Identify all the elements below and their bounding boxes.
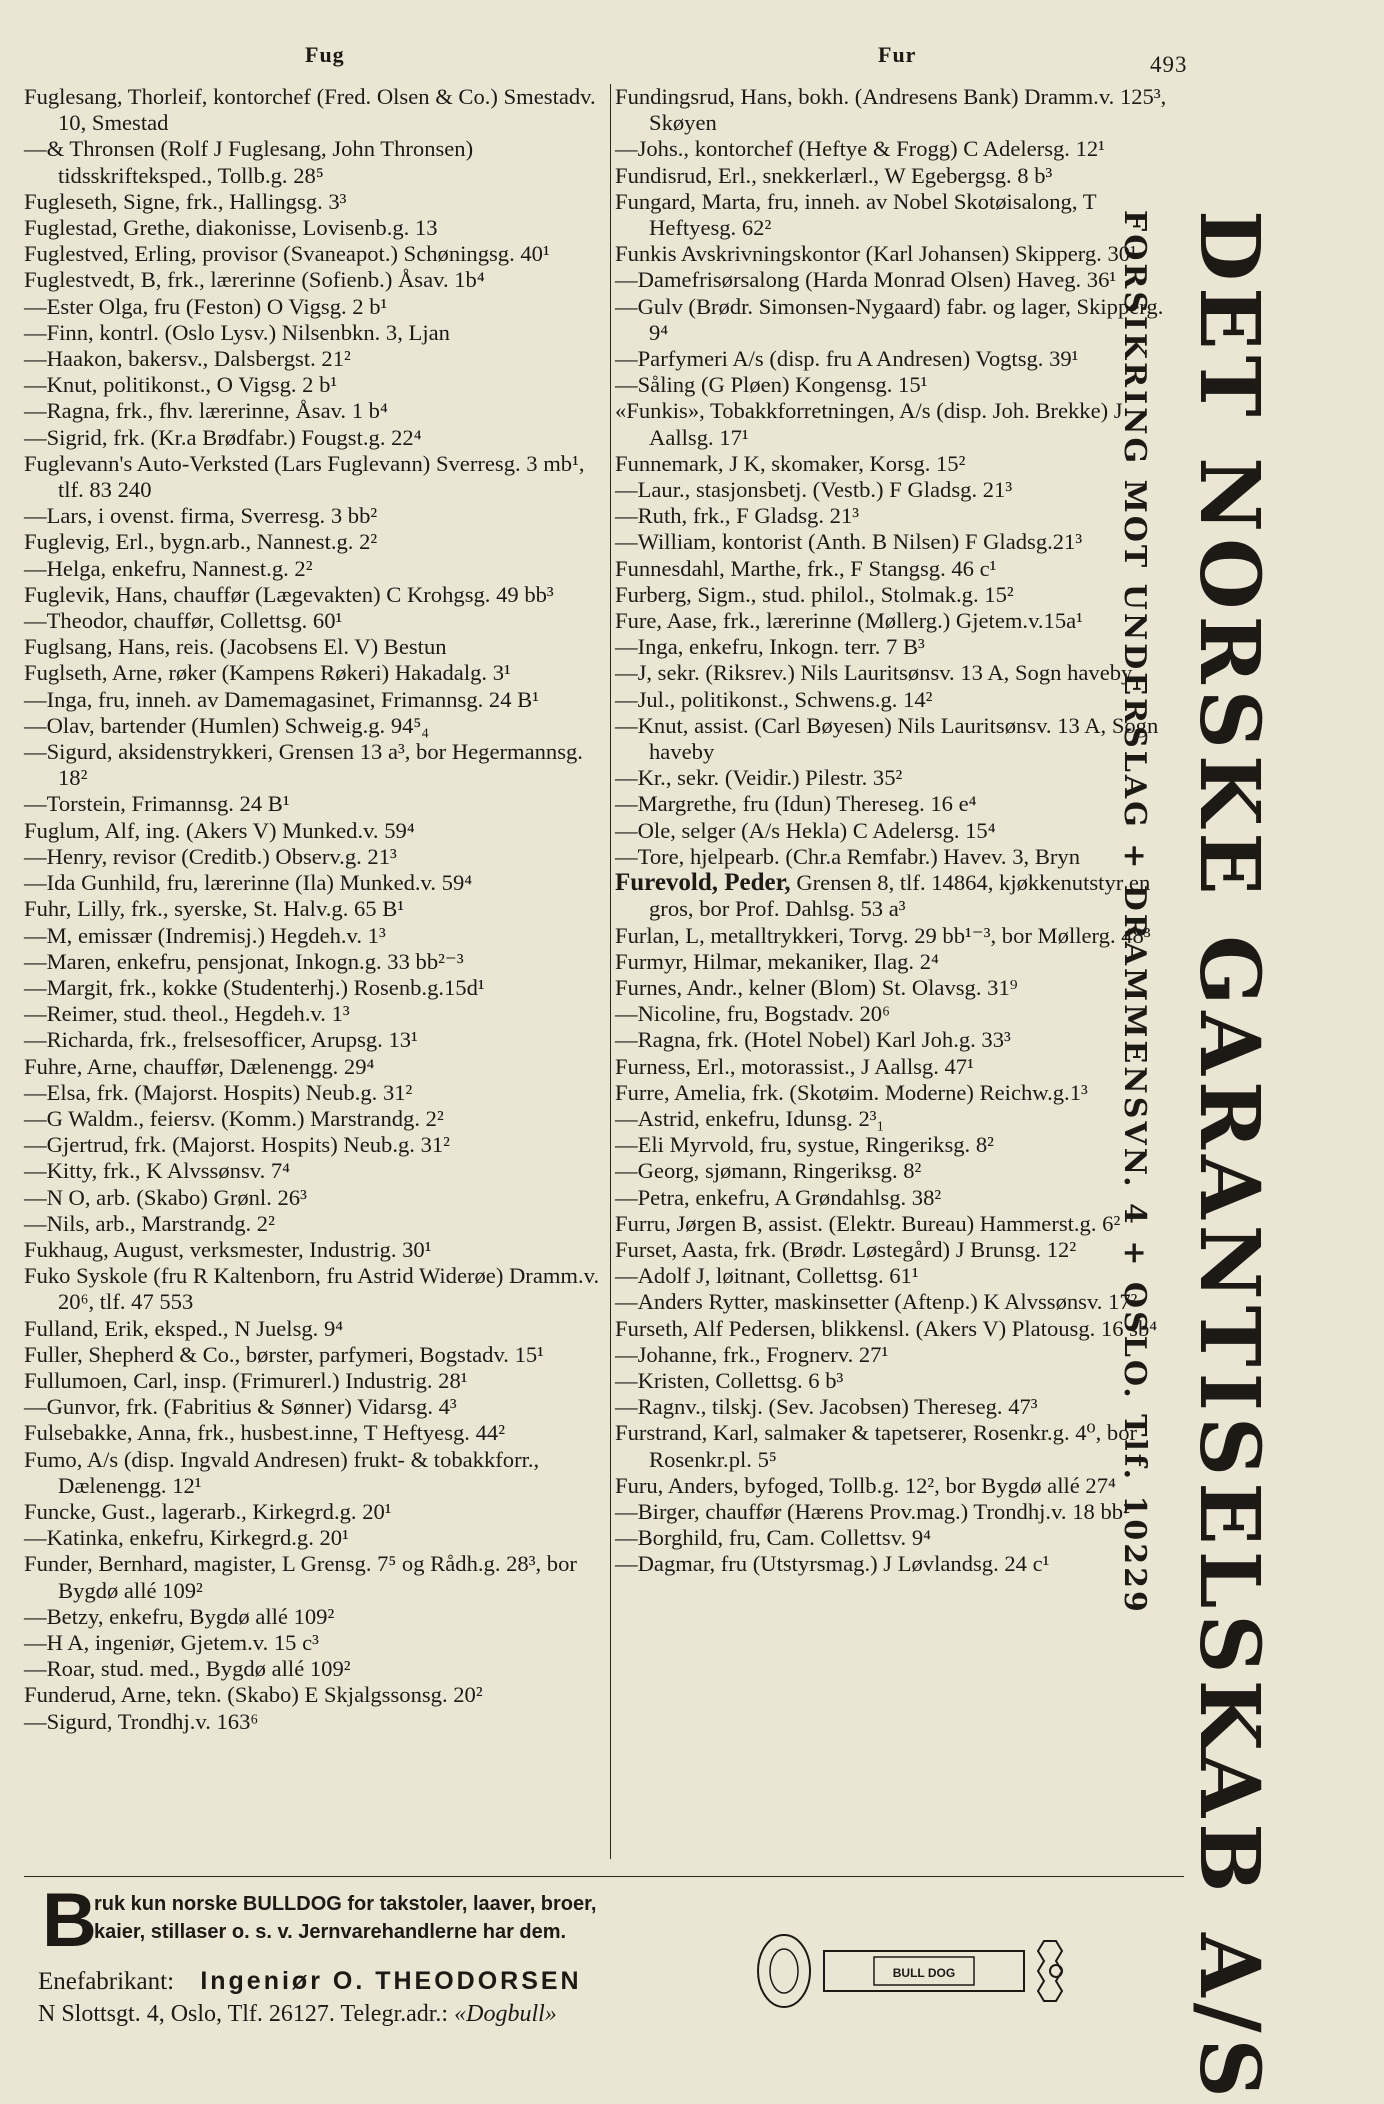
bottom-divider [24, 1876, 1184, 1877]
directory-entry: —Kitty, frk., K Alvssønsv. 7⁴ [24, 1158, 291, 1184]
directory-entry: —Knut, assist. (Carl Bøyesen) Nils Lauritsønsv. 13 A, Sogn haveby [615, 712, 1159, 765]
directory-entry: —Tore, hjelpearb. (Chr.a Remfabr.) Havev. 3, Bryn [615, 843, 1081, 869]
directory-entry: Funder, Bernhard, magister, L Grensg. 7⁵ og Rådh.g. 28³, bor Bygdø allé 109² [24, 1551, 577, 1603]
ad-line-1: ruk kun norske BULLDOG for takstoler, laaver, broer, [94, 1893, 597, 1915]
ad-line-3 [38, 1967, 582, 1996]
directory-entry: —Damefrisørsalong (Harda Monrad Olsen) Haveg. 36¹ [615, 267, 1117, 293]
directory-entry: Fure, Aase, frk., lærerinne (Møllerg.) Gjetem.v.15a¹ [615, 608, 1083, 634]
directory-entry: —Ida Gunhild, fru, lærerinne (Ila) Munked.v. 59⁴ [24, 870, 473, 896]
directory-entry: Fungard, Marta, fru, inneh. av Nobel Skotøisalong, T Heftyesg. 62² [615, 188, 1097, 241]
directory-entry: Furre, Amelia, frk. (Skotøim. Moderne) Reichw.g.1³ [615, 1079, 1088, 1105]
directory-entry: —Roar, stud. med., Bygdø allé 109² [24, 1656, 351, 1682]
directory-entry: —Knut, politikonst., O Vigsg. 2 b¹ [24, 372, 338, 398]
directory-entry: Fuglum, Alf, ing. (Akers V) Munked.v. 59⁴ [24, 817, 415, 843]
directory-entry: —Anders Rytter, maskinsetter (Aftenp.) K Alvssønsv. 17² [615, 1289, 1138, 1315]
directory-entry: —Henry, revisor (Creditb.) Observ.g. 21³ [24, 843, 397, 869]
ad-address: N Slottsgt. 4, Oslo, Tlf. 26127. Telegr.adr.: [38, 2001, 449, 2027]
side-advertisement [1094, 210, 1324, 2104]
directory-entry: Funderud, Arne, tekn. (Skabo) E Skjalgssonsg. 20² [24, 1682, 483, 1708]
directory-entry: Fuglestved, Erling, provisor (Svaneapot.) Schøningsg. 40¹ [24, 241, 550, 267]
directory-entry: —Richarda, frk., frelsesofficer, Arupsg. 13¹ [24, 1027, 418, 1053]
directory-entry: —Kristen, Collettsg. 6 b³ [615, 1367, 844, 1393]
directory-entry: —J, sekr. (Riksrev.) Nils Lauritsønsv. 13 A, Sogn haveby [615, 660, 1133, 686]
directory-entry: Fuglestad, Grethe, diakonisse, Lovisenb.g. 13 [24, 215, 438, 241]
directory-entry: Fuglevik, Hans, chauffør (Lægevakten) C Krohgsg. 49 bb³ [24, 581, 554, 607]
directory-entry: —Reimer, stud. theol., Hegdeh.v. 1³ [24, 1001, 350, 1027]
directory-entry: Fuglseth, Arne, røker (Kampens Røkeri) Hakadalg. 3¹ [24, 660, 511, 686]
directory-entry: Fugleseth, Signe, frk., Hallingsg. 3³ [24, 188, 347, 214]
directory-entry: —Inga, fru, inneh. av Damemagasinet, Frimannsg. 24 B¹ [24, 686, 540, 712]
directory-entry: —Borghild, fru, Cam. Collettsv. 9⁴ [615, 1525, 932, 1551]
directory-entry: Fundisrud, Erl., snekkerlærl., W Egebergsg. 8 b³ [615, 162, 1053, 188]
directory-entry: —Georg, sjømann, Ringeriksg. 8² [615, 1158, 922, 1184]
directory-entry: Fuhre, Arne, chauffør, Dælenengg. 29⁴ [24, 1053, 375, 1079]
directory-entry: Furlan, L, metalltrykkeri, Torvg. 29 bb¹⁻³, bor Møllerg. 48³ [615, 922, 1151, 948]
directory-entry: —Nicoline, fru, Bogstadv. 20⁶ [615, 1001, 890, 1027]
ad-maker-prefix: Enefabrikant: [38, 1968, 175, 1995]
directory-entry: Fukhaug, August, verksmester, Industrig. 30¹ [24, 1236, 432, 1262]
directory-entry: —Maren, enkefru, pensjonat, Inkogn.g. 33 bb²⁻³ [24, 948, 464, 974]
directory-entry: —Kr., sekr. (Veidir.) Pilestr. 35² [615, 765, 903, 791]
directory-entry: —Gunvor, frk. (Fabritius & Sønner) Vidarsg. 4³ [24, 1394, 457, 1420]
directory-entry: Funcke, Gust., lagerarb., Kirkegrd.g. 20¹ [24, 1498, 392, 1524]
ad-line-4 [38, 2001, 557, 2028]
directory-entry: —Jul., politikonst., Schwens.g. 14² [615, 686, 933, 712]
directory-entry: —William, kontorist (Anth. B Nilsen) F Gladsg.21³ [615, 529, 1083, 555]
directory-entry: —Olav, bartender (Humlen) Schweig.g. 94⁵₄ [24, 712, 430, 738]
directory-entry: Fullumoen, Carl, insp. (Frimurerl.) Industrig. 28¹ [24, 1367, 468, 1393]
bottom-advertisement [24, 1878, 1184, 2035]
directory-entry: —Sigrid, frk. (Kr.a Brødfabr.) Fougst.g. 22⁴ [24, 424, 422, 450]
directory-entry: Fumo, A/s (disp. Ingvald Andresen) frukt- & tobakkforr., Dælenengg. 12¹ [24, 1446, 540, 1498]
directory-entry: —Johs., kontorchef (Heftye & Frogg) C Adelersg. 12¹ [615, 136, 1105, 162]
directory-entry: Funnemark, J K, skomaker, Korsg. 15² [615, 450, 966, 476]
directory-entry: Furstrand, Karl, salmaker & tapetserer, Rosenkr.g. 4⁰, bor Rosenkr.pl. 5⁵ [615, 1420, 1138, 1472]
directory-entry: —Gulv (Brødr. Simonsen-Nygaard) fabr. og lager, Skipperg. 9⁴ [615, 293, 1164, 345]
directory-entry: —Katinka, enkefru, Kirkegrd.g. 20¹ [24, 1525, 349, 1551]
directory-entry: Fuhr, Lilly, frk., syerske, St. Halv.g. 65 B¹ [24, 896, 405, 922]
directory-entry: —Eli Myrvold, fru, systue, Ringeriksg. 8² [615, 1132, 994, 1158]
directory-entry: —Ragna, frk., fhv. lærerinne, Åsav. 1 b⁴ [24, 398, 388, 424]
directory-entry: Furmyr, Hilmar, mekaniker, Ilag. 2⁴ [615, 948, 939, 974]
directory-entry: —Petra, enkefru, A Grøndahlsg. 38² [615, 1184, 942, 1210]
directory-entry: —Sigurd, aksidenstrykkeri, Grensen 13 a³, bor Hegermannsg. 18² [24, 739, 583, 791]
directory-entry: —Haakon, bakersv., Dalsbergst. 21² [24, 346, 351, 372]
directory-entry: «Funkis», Tobakkforretningen, A/s (disp. Joh. Brekke) J Aallsg. 17¹ [615, 398, 1123, 450]
directory-entry: —Elsa, frk. (Majorst. Hospits) Neub.g. 31² [24, 1079, 413, 1105]
directory-entry: —M, emissær (Indremisj.) Hegdeh.v. 1³ [24, 922, 386, 948]
directory-entry: —Ragnv., tilskj. (Sev. Jacobsen) Thereseg. 47³ [615, 1394, 1038, 1420]
directory-entry: —Ole, selger (A/s Hekla) C Adelersg. 15⁴ [615, 817, 996, 843]
clamp-label: BULL DOG [892, 1966, 956, 1980]
directory-entry: —N O, arb. (Skabo) Grønl. 26³ [24, 1184, 307, 1210]
directory-entry: Furseth, Alf Pedersen, blikkensl. (Akers V) Platousg. 16 sb⁴ [615, 1315, 1158, 1341]
directory-entry: Furevold, Peder, Grensen 8, tlf. 14864, kjøkkenutstyr en gros, bor Prof. Dahlsg. 53 a³ [615, 869, 1151, 922]
directory-entry: Furu, Anders, byfoged, Tollb.g. 12², bor Bygdø allé 27⁴ [615, 1472, 1116, 1498]
directory-entry: Furru, Jørgen B, assist. (Elektr. Bureau) Hammerst.g. 6² [615, 1210, 1121, 1236]
directory-entry: —Torstein, Frimannsg. 24 B¹ [24, 791, 290, 817]
directory-entry: —Sigurd, Trondhj.v. 163⁶ [24, 1708, 259, 1734]
side-ad-small-text: FORSIKRING MOT UNDERSLAG + DRAMMENSVN. 4 + OSLO. Tlf. 10229 [1117, 210, 1152, 1615]
directory-entry: —Betzy, enkefru, Bygdø allé 109² [24, 1603, 335, 1629]
side-ad-big-text: DET NORSKE GARANTISELSKAB A/S [1181, 210, 1277, 2104]
directory-entry: Furset, Aasta, frk. (Brødr. Løstegård) J Brunsg. 12² [615, 1236, 1077, 1262]
directory-entry: Furnes, Andr., kelner (Blom) St. Olavsg. 31⁹ [615, 974, 1018, 1000]
ad-maker-name: Ingeniør O. THEODORSEN [200, 1967, 582, 1995]
directory-entry: Fundingsrud, Hans, bokh. (Andresens Bank) Dramm.v. 125³, Skøyen [615, 84, 1167, 136]
directory-entry: —Laur., stasjonsbetj. (Vestb.) F Gladsg. 21³ [615, 477, 1013, 503]
left-column [24, 84, 606, 1735]
directory-entry: Fulsebakke, Anna, frk., husbest.inne, T Heftyesg. 44² [24, 1420, 505, 1446]
directory-entry: Fuller, Shepherd & Co., børster, parfymeri, Bogstadv. 15¹ [24, 1341, 544, 1367]
ad-telegram: «Dogbull» [454, 2001, 557, 2027]
directory-entry: —Såling (G Pløen) Kongensg. 15¹ [615, 372, 928, 398]
directory-entry: Fuglsang, Hans, reis. (Jacobsens El. V) Bestun [24, 634, 447, 660]
header-mid-word: Fur [878, 42, 917, 67]
directory-entry: Furness, Erl., motorassist., J Aallsg. 47¹ [615, 1053, 974, 1079]
directory-entry: —H A, ingeniør, Gjetem.v. 15 c³ [24, 1629, 319, 1655]
directory-entry: —Ragna, frk. (Hotel Nobel) Karl Joh.g. 33³ [615, 1027, 1011, 1053]
directory-entry: Fuglevig, Erl., bygn.arb., Nannest.g. 2² [24, 529, 378, 555]
ad-dropcap: B [42, 1878, 97, 1963]
directory-entry: —Margit, frk., kokke (Studenterhj.) Rosenb.g.15d¹ [24, 974, 485, 1000]
directory-entry: Fuko Syskole (fru R Kaltenborn, fru Astrid Widerøe) Dramm.v. 20⁶, tlf. 47 553 [24, 1263, 600, 1315]
directory-entry: Funnesdahl, Marthe, frk., F Stangsg. 46 c¹ [615, 555, 997, 581]
directory-entry: Fulland, Erik, eksped., N Juelsg. 9⁴ [24, 1315, 344, 1341]
directory-entry: —G Waldm., feiersv. (Komm.) Marstrandg. 2² [24, 1105, 444, 1131]
directory-entry: —Johanne, frk., Frognerv. 27¹ [615, 1341, 889, 1367]
directory-entry: —Margrethe, fru (Idun) Thereseg. 16 e⁴ [615, 791, 977, 817]
directory-entry: —Astrid, enkefru, Idunsg. 2³₁ [615, 1105, 885, 1131]
header-left-word: Fug [305, 42, 345, 67]
directory-entry: Fuglestvedt, B, frk., lærerinne (Sofienb.) Åsav. 1b⁴ [24, 267, 485, 293]
directory-entry: Funkis Avskrivningskontor (Karl Johansen) Skipperg. 30¹ [615, 241, 1137, 267]
directory-entry: —Finn, kontrl. (Oslo Lysv.) Nilsenbkn. 3, Ljan [24, 319, 450, 345]
bulldog-clamp-illustration [744, 1921, 1104, 2021]
directory-entry: —Dagmar, fru (Utstyrsmag.) J Løvlandsg. 24 c¹ [615, 1551, 1050, 1577]
page-number: 493 [1150, 52, 1188, 77]
directory-entry: —Inga, enkefru, Inkogn. terr. 7 B³ [615, 634, 925, 660]
directory-entry: Furberg, Sigm., stud. philol., Stolmak.g. 15² [615, 581, 1014, 607]
directory-entry: —Ester Olga, fru (Feston) O Vigsg. 2 b¹ [24, 293, 388, 319]
directory-entry: —Adolf J, løitnant, Collettsg. 61¹ [615, 1263, 919, 1289]
directory-entry: —Gjertrud, frk. (Majorst. Hospits) Neub.g. 31² [24, 1132, 450, 1158]
directory-entry: —Theodor, chauffør, Collettsg. 60¹ [24, 608, 343, 634]
ad-line-2: kaier, stillaser o. s. v. Jernvarehandlerne har dem. [94, 1921, 567, 1943]
directory-entry: Fuglevann's Auto-Verksted (Lars Fuglevann) Sverresg. 3 mb¹, tlf. 83 240 [24, 450, 585, 503]
directory-entry: —& Thronsen (Rolf J Fuglesang, John Thronsen) tidsskrifteksped., Tollb.g. 28⁵ [24, 136, 474, 188]
directory-entry: —Ruth, frk., F Gladsg. 21³ [615, 503, 860, 529]
directory-entry: —Nils, arb., Marstrandg. 2² [24, 1210, 275, 1236]
directory-entry: —Lars, i ovenst. firma, Sverresg. 3 bb² [24, 503, 378, 529]
directory-entry: —Birger, chauffør (Hærens Prov.mag.) Trondhj.v. 18 bb² [615, 1498, 1130, 1524]
directory-entry: Fuglesang, Thorleif, kontorchef (Fred. Olsen & Co.) Smestadv. 10, Smestad [24, 84, 596, 136]
directory-entry: —Parfymeri A/s (disp. fru A Andresen) Vogtsg. 39¹ [615, 346, 1079, 372]
directory-entry: —Helga, enkefru, Nannest.g. 2² [24, 555, 313, 581]
